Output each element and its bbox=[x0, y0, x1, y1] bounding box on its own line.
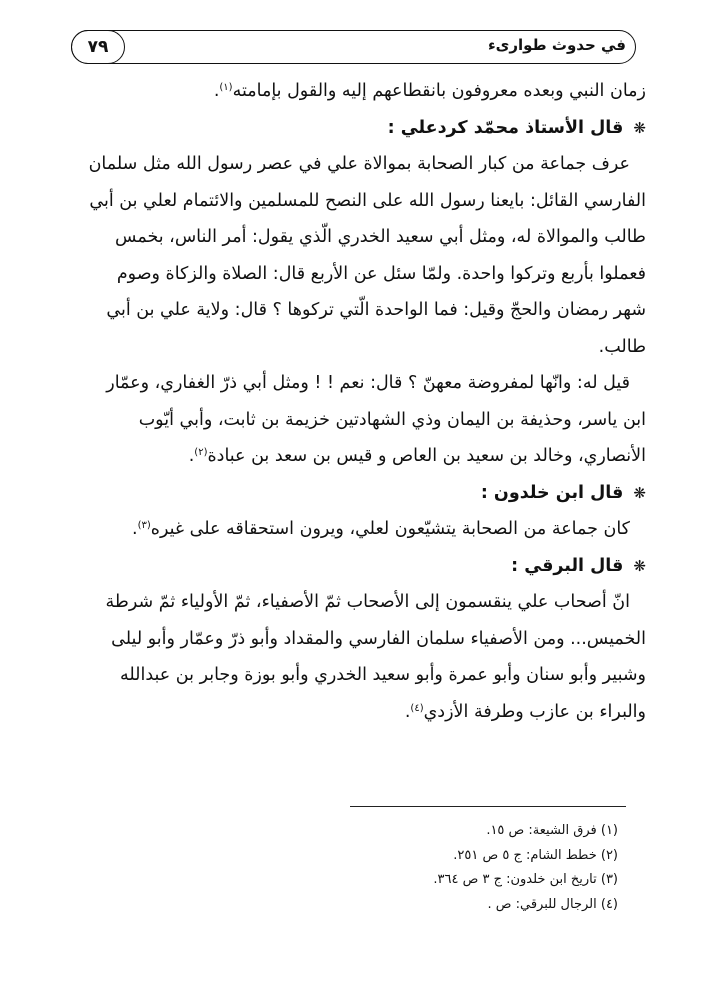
text-line: قيل له: وانّها لمفروضة معهنّ ؟ قال: نعم ! ! ومثل أبي ذرّ الغفاري، وعمّار bbox=[106, 373, 630, 393]
page-number: ٧٩ bbox=[71, 30, 125, 64]
section-heading bbox=[58, 110, 646, 147]
text-line: عرف جماعة من كبار الصحابة بموالاة علي في عصر رسول الله مثل سلمان bbox=[88, 154, 630, 174]
footnote: (١) فرق الشيعة: ص ١٥. bbox=[486, 823, 618, 838]
heading-text: قال الأستاذ محمّد كردعلي : bbox=[387, 117, 624, 138]
footnote-divider bbox=[350, 806, 626, 807]
text-span: الأنصاري، وخالد بن سعيد بن العاص و قيس بن سعد بن عبادة bbox=[207, 446, 646, 466]
section-heading bbox=[58, 548, 646, 585]
footnote-ref: (٤) bbox=[410, 702, 424, 714]
footnote-ref: (٣) bbox=[137, 520, 151, 531]
text-line: فعملوا بأربع وتركوا واحدة. ولمّا سئل عن الأربع قال: الصلاة والزكاة وصوم bbox=[116, 263, 646, 284]
heading-text: قال البرقي : bbox=[511, 555, 624, 576]
footnote-ref: (٢) bbox=[194, 447, 208, 458]
text-line: الأنصاري، وخالد بن سعيد بن العاص و قيس بن سعد بن عبادة$^{(٢)}$. bbox=[188, 446, 646, 466]
text-line: ابن ياسر، وحذيفة بن اليمان وذي الشهادتين خزيمة بن ثابت، وأبي أيّوب bbox=[138, 409, 646, 430]
text-line: وشبير وأبو سنان وأبو عمرة وأبو سعيد الخدري وأبو بوزة وجابر بن عبدالله bbox=[119, 665, 646, 685]
text-line: انّ أصحاب علي ينقسمون إلى الأصحاب ثمّ الأصفياء، ثمّ الأولياء ثمّ شرطة bbox=[105, 592, 630, 612]
footnote: (٢) خطط الشام: ج ٥ ص ٢٥١. bbox=[453, 847, 618, 863]
asterisk-icon: ❋ bbox=[633, 556, 646, 575]
heading-text: قال ابن خلدون : bbox=[480, 482, 624, 503]
text-span: كان جماعة من الصحابة يتشيّعون لعلي، ويرون استحقاقه على غيره bbox=[150, 519, 630, 539]
main-text bbox=[58, 73, 646, 730]
footnote-ref: (١) bbox=[219, 82, 233, 93]
text-line: والبراء بن عازب وطرفة الأزدي$^{(٤)}$. bbox=[404, 701, 646, 722]
text-span: والبراء بن عازب وطرفة الأزدي bbox=[423, 701, 646, 722]
section-heading bbox=[58, 475, 646, 512]
text-span: زمان النبي وبعده معروفون بانقطاعهم إليه والقول بإمامته bbox=[232, 81, 646, 101]
text-line: شهر رمضان والحجّ وقيل: فما الواحدة الّتي تركوها ؟ قال: ولاية علي بن أبي bbox=[106, 300, 646, 320]
footnote: (٣) تاريخ ابن خلدون: ج ٣ ص ٣٦٤. bbox=[433, 872, 618, 887]
text-line: طالب. bbox=[598, 336, 646, 357]
footnotes bbox=[238, 819, 618, 917]
text-line: طالب والموالاة له، ومثل أبي سعيد الخدري الّذي يقول: أمر الناس، بخمس bbox=[115, 227, 646, 247]
text-line: الفارسي القائل: بايعنا رسول الله على النصح للمسلمين والائتمام لعلي بن أبي bbox=[89, 190, 646, 211]
footnote: (٤) الرجال للبرقي: ص . bbox=[487, 896, 618, 912]
text-line: زمان النبي وبعده معروفون بانقطاعهم إليه والقول بإمامته$^{(١)}$. bbox=[213, 81, 646, 101]
text-line: الخميس... ومن الأصفياء سلمان الفارسي والمقداد وأبو ذرّ وعمّار وأبو ليلى bbox=[111, 628, 646, 649]
running-title: في حدوث طوارىء bbox=[487, 36, 626, 54]
text-line: كان جماعة من الصحابة يتشيّعون لعلي، ويرون استحقاقه على غيره$^{(٣)}$. bbox=[132, 519, 630, 539]
asterisk-icon: ❋ bbox=[633, 483, 646, 502]
asterisk-icon: ❋ bbox=[633, 118, 646, 137]
